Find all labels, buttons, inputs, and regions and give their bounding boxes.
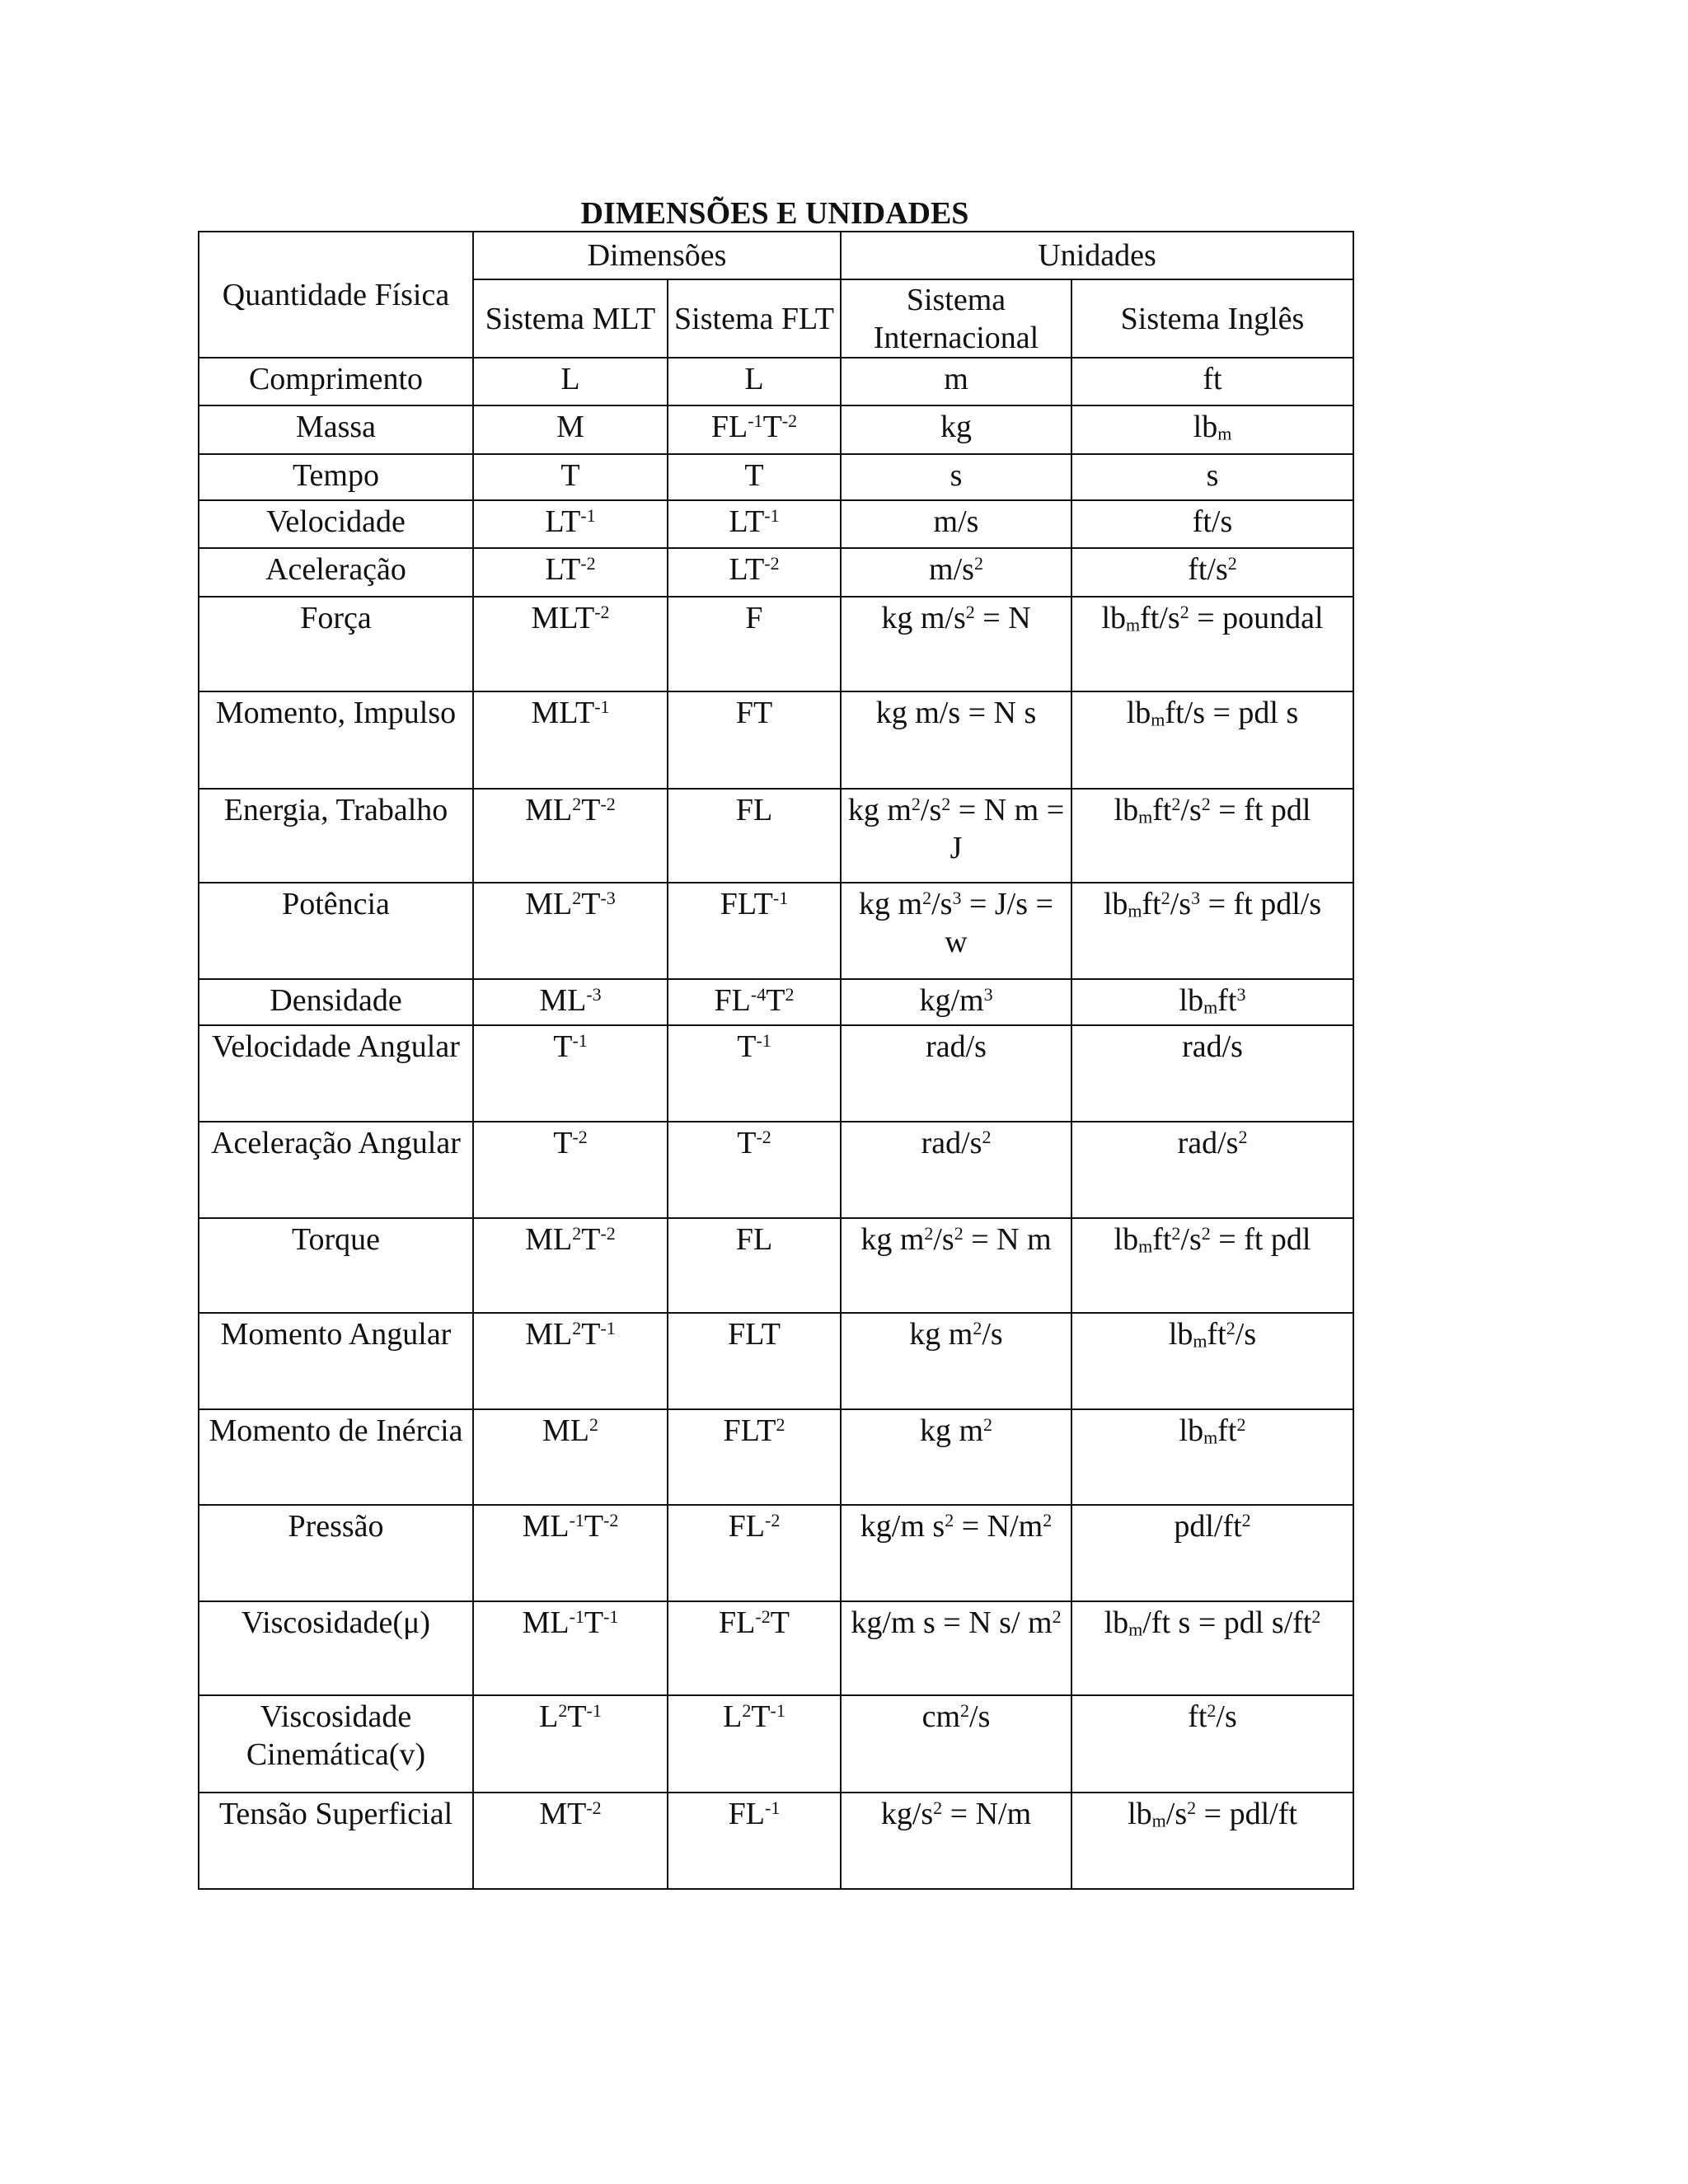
si-unit-cell: rad/s	[841, 1025, 1071, 1122]
quantity-cell: Momento, Impulso	[199, 691, 473, 789]
mlt-cell: M	[473, 405, 668, 454]
table-row	[199, 405, 1353, 454]
si-unit-cell: kg $m/s^2 = N$	[841, 597, 1071, 691]
flt-cell: L	[668, 358, 841, 405]
quantity-cell: Viscosidade(μ)	[199, 1601, 473, 1695]
english-unit-cell: rad/s	[1071, 1025, 1353, 1122]
si-unit-cell: $cm^2/s$	[841, 1695, 1071, 1793]
mlt-cell: $ML^{-1}T^{-1}$	[473, 1601, 668, 1695]
mlt-cell: $ML^2T^{-2}$	[473, 1218, 668, 1313]
mlt-cell: $ML^2T^{-2}$	[473, 789, 668, 883]
quantity-cell: Tensão Superficial	[199, 1793, 473, 1889]
english-unit-cell: $lb_mft^2/s^3$ = ft pdl/s	[1071, 883, 1353, 979]
english-unit-cell: $lb_m$	[1071, 405, 1353, 454]
flt-cell: T	[668, 454, 841, 500]
flt-cell: $T^{-1}$	[668, 1025, 841, 1122]
table-row	[199, 548, 1353, 597]
table-row	[199, 1601, 1353, 1695]
si-unit-cell: m/s	[841, 500, 1071, 548]
si-unit-cell: kg $m^2$	[841, 1409, 1071, 1505]
table-row	[199, 1793, 1353, 1889]
table-row	[199, 1695, 1353, 1793]
flt-cell: $FL^{-2}$	[668, 1505, 841, 1601]
table-row	[199, 1505, 1353, 1601]
si-unit-cell: kg/m s = N s/ $m^2$	[841, 1601, 1071, 1695]
quantity-cell: Torque	[199, 1218, 473, 1313]
mlt-cell: $LT^{-2}$	[473, 548, 668, 597]
english-unit-cell: $lb_mft^3$	[1071, 979, 1353, 1025]
si-unit-cell: kg $m^2/s^3 = J/s = w$	[841, 883, 1071, 979]
mlt-cell: T	[473, 454, 668, 500]
quantity-cell: Pressão	[199, 1505, 473, 1601]
si-unit-cell: kg m/s = N s	[841, 691, 1071, 789]
si-unit-cell: s	[841, 454, 1071, 500]
quantity-cell: Viscosidade Cinemática(v)	[199, 1695, 473, 1793]
flt-cell: FLT$^2$	[668, 1409, 841, 1505]
table-row	[199, 358, 1353, 405]
si-unit-cell: kg	[841, 405, 1071, 454]
header-dimensions: Dimensões	[473, 232, 841, 279]
quantity-cell: Tempo	[199, 454, 473, 500]
english-unit-cell: rad/$s^2$	[1071, 1122, 1353, 1218]
quantity-cell: Força	[199, 597, 473, 691]
si-unit-cell: rad/$s^2$	[841, 1122, 1071, 1218]
quantity-cell: Densidade	[199, 979, 473, 1025]
flt-cell: $FL^{-1}$	[668, 1793, 841, 1889]
quantity-cell: Aceleração	[199, 548, 473, 597]
table-row	[199, 789, 1353, 883]
flt-cell: FL	[668, 789, 841, 883]
flt-cell: $T^{-2}$	[668, 1122, 841, 1218]
table-row	[199, 883, 1353, 979]
table-row	[199, 500, 1353, 548]
flt-cell: FT	[668, 691, 841, 789]
mlt-cell: $ML^2T^{-3}$	[473, 883, 668, 979]
quantity-cell: Potência	[199, 883, 473, 979]
english-unit-cell: $lb_m/s^2 = pdl/ft$	[1071, 1793, 1353, 1889]
english-unit-cell: $lb_mft/s$ = pdl s	[1071, 691, 1353, 789]
quantity-cell: Aceleração Angular	[199, 1122, 473, 1218]
flt-cell: FL	[668, 1218, 841, 1313]
mlt-cell: $MLT^{-2}$	[473, 597, 668, 691]
dimensions-units-table	[198, 231, 1354, 1890]
mlt-cell: $LT^{-1}$	[473, 500, 668, 548]
mlt-cell: $ML^{-3}$	[473, 979, 668, 1025]
si-unit-cell: kg $m^2/s^2 = N$ m	[841, 1218, 1071, 1313]
mlt-cell: $MLT^{-1}$	[473, 691, 668, 789]
flt-cell: $FL^{-4}T^2$	[668, 979, 841, 1025]
quantity-cell: Momento de Inércia	[199, 1409, 473, 1505]
mlt-cell: L	[473, 358, 668, 405]
quantity-cell: Massa	[199, 405, 473, 454]
header-units: Unidades	[841, 232, 1353, 279]
table-row	[199, 1025, 1353, 1122]
quantity-cell: Momento Angular	[199, 1313, 473, 1409]
english-unit-cell: ft	[1071, 358, 1353, 405]
si-unit-cell: kg/m $s^2 = N/m^2$	[841, 1505, 1071, 1601]
quantity-cell: Velocidade	[199, 500, 473, 548]
flt-cell: $FL^{-1}T^{-2}$	[668, 405, 841, 454]
si-unit-cell: $kg/s^2 = N/m$	[841, 1793, 1071, 1889]
english-unit-cell: $lb_mft^2$	[1071, 1409, 1353, 1505]
quantity-cell: Comprimento	[199, 358, 473, 405]
table-row	[199, 691, 1353, 789]
table-row	[199, 1409, 1353, 1505]
table-row	[199, 454, 1353, 500]
english-unit-cell: $lb_mft^2/s^2$ = ft pdl	[1071, 1218, 1353, 1313]
english-unit-cell: $lb_mft^2/s^2$ = ft pdl	[1071, 789, 1353, 883]
si-unit-cell: m	[841, 358, 1071, 405]
si-unit-cell: $kg/m^3$	[841, 979, 1071, 1025]
english-unit-cell: $lb_mft^2/s$	[1071, 1313, 1353, 1409]
english-unit-cell: $ft/s^2$	[1071, 548, 1353, 597]
english-unit-cell: s	[1071, 454, 1353, 500]
english-unit-cell: $ft^2/s$	[1071, 1695, 1353, 1793]
flt-cell: $LT^{-1}$	[668, 500, 841, 548]
table-row	[199, 1122, 1353, 1218]
mlt-cell: $MT^{-2}$	[473, 1793, 668, 1889]
flt-cell: $L^2T^{-1}$	[668, 1695, 841, 1793]
mlt-cell: $ML^2$	[473, 1409, 668, 1505]
flt-cell: FLT	[668, 1313, 841, 1409]
flt-cell: $FL^{-2}T$	[668, 1601, 841, 1695]
english-unit-cell: $lb_mft/s^2$ = poundal	[1071, 597, 1353, 691]
english-unit-cell: pdl/$ft^2$	[1071, 1505, 1353, 1601]
flt-cell: $FLT^{-1}$	[668, 883, 841, 979]
table-row	[199, 1218, 1353, 1313]
page-title: DIMENSÕES E UNIDADES	[580, 196, 969, 231]
english-unit-cell: ft/s	[1071, 500, 1353, 548]
mlt-cell: $T^{-2}$	[473, 1122, 668, 1218]
quantity-cell: Energia, Trabalho	[199, 789, 473, 883]
table-row	[199, 1313, 1353, 1409]
si-unit-cell: kg $m^2/s$	[841, 1313, 1071, 1409]
header-system-si: Sistema Internacional	[841, 279, 1071, 358]
mlt-cell: $ML^2T^{-1}$	[473, 1313, 668, 1409]
flt-cell: F	[668, 597, 841, 691]
quantity-cell: Velocidade Angular	[199, 1025, 473, 1122]
table-body	[199, 358, 1353, 1889]
table-row	[199, 979, 1353, 1025]
header-system-mlt: Sistema MLT	[473, 279, 668, 358]
si-unit-cell: kg $m^2/s^2 = N$ m = J	[841, 789, 1071, 883]
si-unit-cell: $m/s^2$	[841, 548, 1071, 597]
header-system-english: Sistema Inglês	[1071, 279, 1353, 358]
mlt-cell: $ML^{-1}T^{-2}$	[473, 1505, 668, 1601]
header-quantity: Quantidade Física	[199, 232, 473, 358]
flt-cell: $LT^{-2}$	[668, 548, 841, 597]
mlt-cell: $T^{-1}$	[473, 1025, 668, 1122]
table-row	[199, 597, 1353, 691]
header-system-flt: Sistema FLT	[668, 279, 841, 358]
mlt-cell: $L^2T^{-1}$	[473, 1695, 668, 1793]
english-unit-cell: $lb_m/ft$ s = pdl $s/ft^2$	[1071, 1601, 1353, 1695]
